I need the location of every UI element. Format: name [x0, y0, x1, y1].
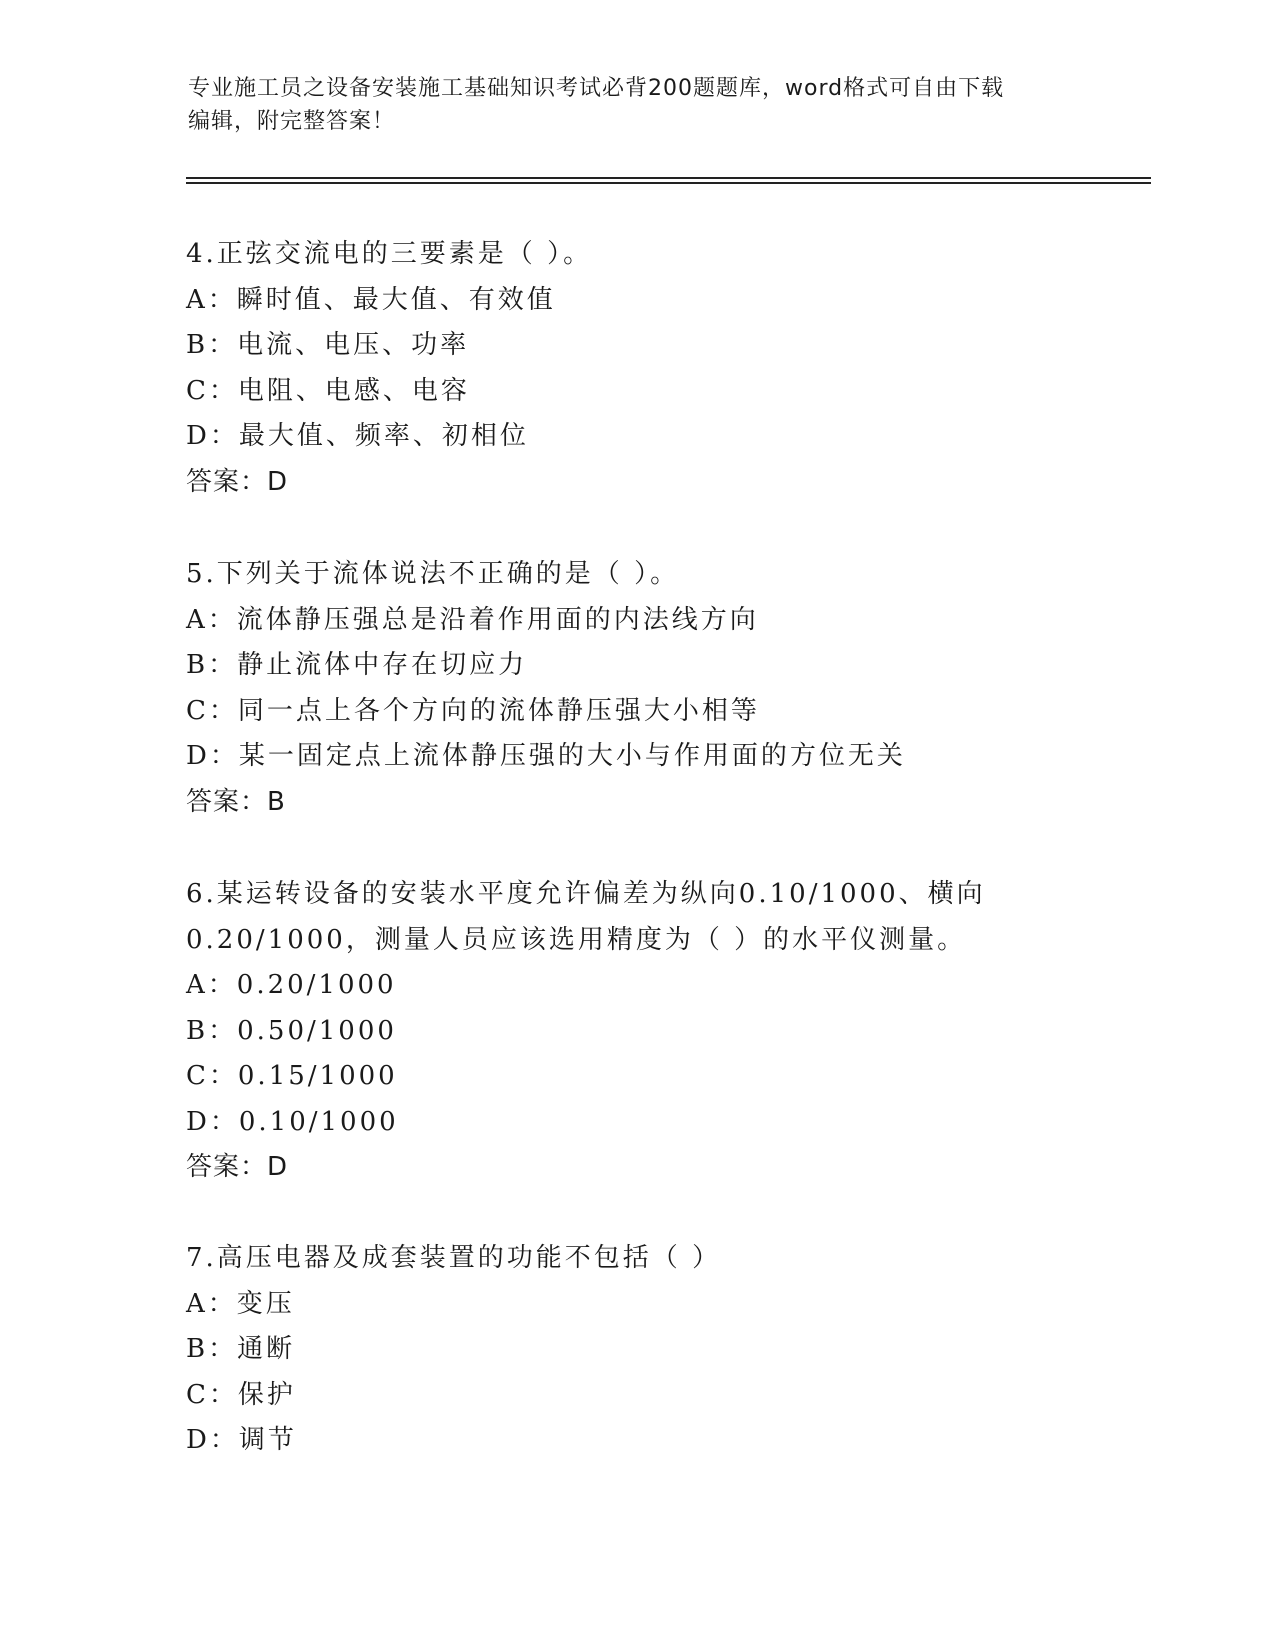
option-d: D：最大值、频率、初相位: [186, 421, 529, 451]
option-a: A：0.20/1000: [186, 970, 397, 1000]
option-a: A：流体静压强总是沿着作用面的内法线方向: [186, 604, 759, 635]
question-stem: 5.下列关于流体说法不正确的是（ ）。: [186, 559, 680, 589]
option-b: B：通断: [186, 1334, 296, 1364]
question-7: [186, 1236, 1086, 1464]
question-stem-line-2: 0.20/1000，测量人员应该选用精度为（ ）的水平仪测量。: [186, 924, 967, 955]
option-c: C：保护: [186, 1379, 296, 1410]
question-4: [186, 232, 1086, 505]
document-header: [188, 72, 1068, 138]
option-b: B：电流、电压、功率: [186, 330, 470, 360]
question-6: [186, 872, 1086, 1191]
option-d: D：调节: [186, 1425, 297, 1455]
option-c: C：0.15/1000: [186, 1061, 398, 1091]
option-c: C：电阻、电感、电容: [186, 375, 470, 406]
option-b: B：0.50/1000: [186, 1015, 397, 1046]
option-d: D：0.10/1000: [186, 1106, 399, 1137]
header-title-line-1: 专业施工员之设备安装施工基础知识考试必背200题题库，word格式可自由下载: [188, 76, 1005, 101]
question-stem: 7.高压电器及成套装置的功能不包括（ ）: [186, 1243, 722, 1273]
option-b: B：静止流体中存在切应力: [186, 650, 528, 680]
option-a: A：瞬时值、最大值、有效值: [186, 284, 556, 315]
header-title-line-2: 编辑，附完整答案！: [188, 109, 396, 134]
option-d: D：某一固定点上流体静压强的大小与作用面的方位无关: [186, 741, 906, 771]
header-divider-bottom: [186, 182, 1151, 184]
question-5: [186, 552, 1086, 825]
header-divider-top: [186, 177, 1151, 179]
option-c: C：同一点上各个方向的流体静压强大小相等: [186, 695, 760, 726]
answer-line: 答案：D: [186, 1152, 289, 1182]
question-stem: 4.正弦交流电的三要素是（ ）。: [186, 239, 593, 269]
question-stem-line-1: 6.某运转设备的安装水平度允许偏差为纵向0.10/1000、横向: [186, 879, 986, 909]
option-a: A：变压: [186, 1288, 295, 1319]
answer-line: 答案：B: [186, 786, 286, 817]
answer-line: 答案：D: [186, 466, 289, 497]
